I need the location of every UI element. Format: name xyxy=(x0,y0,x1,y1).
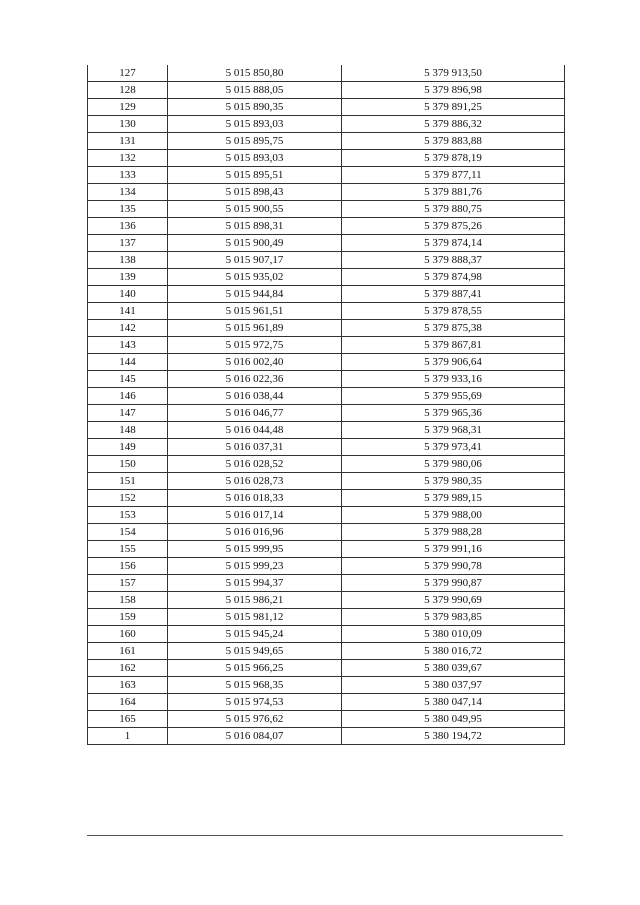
y-coordinate-cell: 5 379 906,64 xyxy=(342,354,565,371)
y-coordinate-cell: 5 379 874,14 xyxy=(342,235,565,252)
x-coordinate-cell: 5 016 046,77 xyxy=(168,405,342,422)
table-row xyxy=(88,286,565,303)
table-row xyxy=(88,473,565,490)
table-row xyxy=(88,133,565,150)
x-coordinate-cell: 5 015 850,80 xyxy=(168,65,342,82)
coordinates-table xyxy=(87,65,565,745)
table-row xyxy=(88,150,565,167)
y-coordinate-cell: 5 379 875,26 xyxy=(342,218,565,235)
point-number-cell: 147 xyxy=(88,405,168,422)
y-coordinate-cell: 5 380 037,97 xyxy=(342,677,565,694)
y-coordinate-cell: 5 379 988,00 xyxy=(342,507,565,524)
y-coordinate-cell: 5 379 867,81 xyxy=(342,337,565,354)
point-number-cell: 154 xyxy=(88,524,168,541)
x-coordinate-cell: 5 015 890,35 xyxy=(168,99,342,116)
y-coordinate-cell: 5 379 887,41 xyxy=(342,286,565,303)
y-coordinate-cell: 5 379 983,85 xyxy=(342,609,565,626)
table-row xyxy=(88,422,565,439)
point-number-cell: 145 xyxy=(88,371,168,388)
x-coordinate-cell: 5 016 084,07 xyxy=(168,728,342,745)
point-number-cell: 162 xyxy=(88,660,168,677)
point-number-cell: 129 xyxy=(88,99,168,116)
point-number-cell: 148 xyxy=(88,422,168,439)
point-number-cell: 155 xyxy=(88,541,168,558)
table-row xyxy=(88,269,565,286)
x-coordinate-cell: 5 016 018,33 xyxy=(168,490,342,507)
y-coordinate-cell: 5 379 991,16 xyxy=(342,541,565,558)
x-coordinate-cell: 5 015 895,75 xyxy=(168,133,342,150)
x-coordinate-cell: 5 015 895,51 xyxy=(168,167,342,184)
y-coordinate-cell: 5 380 047,14 xyxy=(342,694,565,711)
point-number-cell: 156 xyxy=(88,558,168,575)
y-coordinate-cell: 5 379 878,19 xyxy=(342,150,565,167)
point-number-cell: 134 xyxy=(88,184,168,201)
x-coordinate-cell: 5 015 999,95 xyxy=(168,541,342,558)
table-row xyxy=(88,354,565,371)
y-coordinate-cell: 5 379 891,25 xyxy=(342,99,565,116)
x-coordinate-cell: 5 016 022,36 xyxy=(168,371,342,388)
point-number-cell: 136 xyxy=(88,218,168,235)
table-row xyxy=(88,439,565,456)
table-row xyxy=(88,303,565,320)
y-coordinate-cell: 5 379 913,50 xyxy=(342,65,565,82)
x-coordinate-cell: 5 015 968,35 xyxy=(168,677,342,694)
point-number-cell: 144 xyxy=(88,354,168,371)
y-coordinate-cell: 5 379 973,41 xyxy=(342,439,565,456)
table-row xyxy=(88,218,565,235)
x-coordinate-cell: 5 015 935,02 xyxy=(168,269,342,286)
y-coordinate-cell: 5 379 980,35 xyxy=(342,473,565,490)
x-coordinate-cell: 5 015 981,12 xyxy=(168,609,342,626)
point-number-cell: 131 xyxy=(88,133,168,150)
point-number-cell: 152 xyxy=(88,490,168,507)
point-number-cell: 135 xyxy=(88,201,168,218)
x-coordinate-cell: 5 015 986,21 xyxy=(168,592,342,609)
table-row xyxy=(88,388,565,405)
point-number-cell: 138 xyxy=(88,252,168,269)
y-coordinate-cell: 5 380 016,72 xyxy=(342,643,565,660)
y-coordinate-cell: 5 379 988,28 xyxy=(342,524,565,541)
x-coordinate-cell: 5 015 900,55 xyxy=(168,201,342,218)
table-row xyxy=(88,99,565,116)
y-coordinate-cell: 5 379 886,32 xyxy=(342,116,565,133)
y-coordinate-cell: 5 380 010,09 xyxy=(342,626,565,643)
point-number-cell: 140 xyxy=(88,286,168,303)
x-coordinate-cell: 5 016 017,14 xyxy=(168,507,342,524)
point-number-cell: 127 xyxy=(88,65,168,82)
table-row xyxy=(88,456,565,473)
y-coordinate-cell: 5 379 990,87 xyxy=(342,575,565,592)
coordinates-table-body xyxy=(88,65,565,745)
footer-divider xyxy=(87,835,563,836)
y-coordinate-cell: 5 379 878,55 xyxy=(342,303,565,320)
x-coordinate-cell: 5 015 944,84 xyxy=(168,286,342,303)
point-number-cell: 146 xyxy=(88,388,168,405)
point-number-cell: 133 xyxy=(88,167,168,184)
point-number-cell: 164 xyxy=(88,694,168,711)
point-number-cell: 128 xyxy=(88,82,168,99)
point-number-cell: 1 xyxy=(88,728,168,745)
x-coordinate-cell: 5 015 961,89 xyxy=(168,320,342,337)
y-coordinate-cell: 5 380 039,67 xyxy=(342,660,565,677)
table-row xyxy=(88,65,565,82)
x-coordinate-cell: 5 016 002,40 xyxy=(168,354,342,371)
y-coordinate-cell: 5 379 990,69 xyxy=(342,592,565,609)
table-row xyxy=(88,524,565,541)
x-coordinate-cell: 5 015 999,23 xyxy=(168,558,342,575)
table-row xyxy=(88,660,565,677)
point-number-cell: 165 xyxy=(88,711,168,728)
y-coordinate-cell: 5 379 968,31 xyxy=(342,422,565,439)
table-row xyxy=(88,82,565,99)
x-coordinate-cell: 5 015 900,49 xyxy=(168,235,342,252)
table-row xyxy=(88,337,565,354)
y-coordinate-cell: 5 379 989,15 xyxy=(342,490,565,507)
table-row xyxy=(88,167,565,184)
y-coordinate-cell: 5 380 194,72 xyxy=(342,728,565,745)
x-coordinate-cell: 5 015 994,37 xyxy=(168,575,342,592)
table-row xyxy=(88,405,565,422)
x-coordinate-cell: 5 015 976,62 xyxy=(168,711,342,728)
x-coordinate-cell: 5 015 949,65 xyxy=(168,643,342,660)
point-number-cell: 137 xyxy=(88,235,168,252)
y-coordinate-cell: 5 379 877,11 xyxy=(342,167,565,184)
x-coordinate-cell: 5 015 907,17 xyxy=(168,252,342,269)
table-row xyxy=(88,252,565,269)
table-row xyxy=(88,507,565,524)
table-row xyxy=(88,541,565,558)
y-coordinate-cell: 5 380 049,95 xyxy=(342,711,565,728)
x-coordinate-cell: 5 016 037,31 xyxy=(168,439,342,456)
point-number-cell: 160 xyxy=(88,626,168,643)
x-coordinate-cell: 5 015 898,31 xyxy=(168,218,342,235)
table-row xyxy=(88,575,565,592)
y-coordinate-cell: 5 379 990,78 xyxy=(342,558,565,575)
point-number-cell: 142 xyxy=(88,320,168,337)
y-coordinate-cell: 5 379 875,38 xyxy=(342,320,565,337)
table-row xyxy=(88,320,565,337)
table-row xyxy=(88,235,565,252)
table-row xyxy=(88,609,565,626)
point-number-cell: 130 xyxy=(88,116,168,133)
x-coordinate-cell: 5 015 945,24 xyxy=(168,626,342,643)
y-coordinate-cell: 5 379 896,98 xyxy=(342,82,565,99)
x-coordinate-cell: 5 015 888,05 xyxy=(168,82,342,99)
x-coordinate-cell: 5 015 893,03 xyxy=(168,150,342,167)
x-coordinate-cell: 5 015 893,03 xyxy=(168,116,342,133)
point-number-cell: 159 xyxy=(88,609,168,626)
x-coordinate-cell: 5 016 028,52 xyxy=(168,456,342,473)
x-coordinate-cell: 5 016 028,73 xyxy=(168,473,342,490)
y-coordinate-cell: 5 379 880,75 xyxy=(342,201,565,218)
x-coordinate-cell: 5 016 038,44 xyxy=(168,388,342,405)
x-coordinate-cell: 5 015 961,51 xyxy=(168,303,342,320)
x-coordinate-cell: 5 015 974,53 xyxy=(168,694,342,711)
table-row xyxy=(88,490,565,507)
point-number-cell: 153 xyxy=(88,507,168,524)
point-number-cell: 161 xyxy=(88,643,168,660)
table-row xyxy=(88,201,565,218)
y-coordinate-cell: 5 379 955,69 xyxy=(342,388,565,405)
x-coordinate-cell: 5 015 972,75 xyxy=(168,337,342,354)
point-number-cell: 132 xyxy=(88,150,168,167)
y-coordinate-cell: 5 379 980,06 xyxy=(342,456,565,473)
table-row xyxy=(88,184,565,201)
y-coordinate-cell: 5 379 881,76 xyxy=(342,184,565,201)
y-coordinate-cell: 5 379 883,88 xyxy=(342,133,565,150)
table-row xyxy=(88,728,565,745)
point-number-cell: 163 xyxy=(88,677,168,694)
table-row xyxy=(88,643,565,660)
point-number-cell: 143 xyxy=(88,337,168,354)
table-row xyxy=(88,371,565,388)
y-coordinate-cell: 5 379 874,98 xyxy=(342,269,565,286)
x-coordinate-cell: 5 016 044,48 xyxy=(168,422,342,439)
table-row xyxy=(88,558,565,575)
y-coordinate-cell: 5 379 888,37 xyxy=(342,252,565,269)
table-row xyxy=(88,677,565,694)
point-number-cell: 150 xyxy=(88,456,168,473)
table-row xyxy=(88,711,565,728)
point-number-cell: 157 xyxy=(88,575,168,592)
y-coordinate-cell: 5 379 965,36 xyxy=(342,405,565,422)
x-coordinate-cell: 5 015 898,43 xyxy=(168,184,342,201)
point-number-cell: 151 xyxy=(88,473,168,490)
point-number-cell: 141 xyxy=(88,303,168,320)
table-row xyxy=(88,694,565,711)
table-row xyxy=(88,626,565,643)
table-row xyxy=(88,116,565,133)
x-coordinate-cell: 5 015 966,25 xyxy=(168,660,342,677)
y-coordinate-cell: 5 379 933,16 xyxy=(342,371,565,388)
point-number-cell: 158 xyxy=(88,592,168,609)
x-coordinate-cell: 5 016 016,96 xyxy=(168,524,342,541)
point-number-cell: 149 xyxy=(88,439,168,456)
table-row xyxy=(88,592,565,609)
point-number-cell: 139 xyxy=(88,269,168,286)
